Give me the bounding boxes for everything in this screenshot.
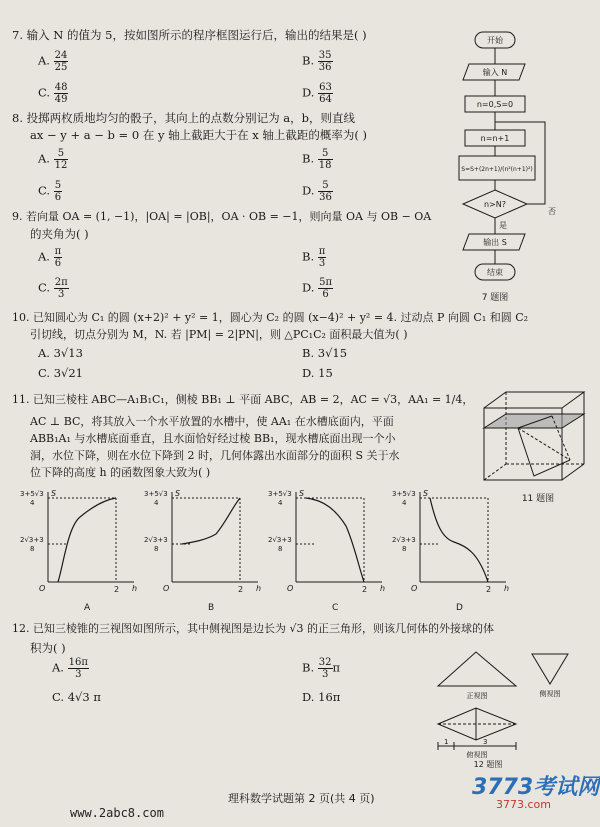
q9-d-label: D. <box>302 280 315 295</box>
graph-origin: O <box>287 584 294 593</box>
q8-b-label: B. <box>302 151 315 166</box>
graph-curve <box>306 498 364 582</box>
flow-update: S=S+(2n+1)/(n²(n+1)²) <box>461 166 533 173</box>
graph-y-mid-den: 8 <box>154 545 159 553</box>
flow-yes-label: 是 <box>499 221 507 230</box>
graph-option-caption: A <box>84 603 91 613</box>
q12-option-a[interactable] <box>52 657 89 680</box>
q8-stem-line1: 8. 投掷两枚质地均匀的骰子，其向上的点数分别记为 a，b，则直线 <box>12 111 355 125</box>
graph-y-top-label: 3+5√3 <box>392 490 416 498</box>
q9-a-frac <box>54 246 63 269</box>
q7-option-c[interactable] <box>38 82 68 105</box>
q8-c-den: 6 <box>54 192 62 203</box>
q7-b-den: 36 <box>318 62 332 73</box>
q12-b-num: 32 <box>318 657 332 668</box>
flow-increment: n=n+1 <box>480 134 510 143</box>
q8-option-a[interactable] <box>38 148 68 171</box>
q12-figure-caption: 12 题图 <box>473 760 503 769</box>
graph-y-top-den: 4 <box>154 499 159 507</box>
q12-b-label: B. <box>302 660 315 675</box>
q10-option-d[interactable]: D. 15 <box>302 366 333 380</box>
q7-a-num: 24 <box>54 50 68 61</box>
graph-y-top-label: 3+5√3 <box>144 490 168 498</box>
q9-c-num: 2π <box>54 277 68 288</box>
side-view-triangle <box>532 654 568 684</box>
q7-c-frac <box>54 82 69 105</box>
q12-stem-line2: 积为( ) <box>30 641 66 655</box>
q9-b-label: B. <box>302 249 315 264</box>
q12-option-d[interactable]: D. 16π <box>302 690 341 704</box>
graph-y-mid-den: 8 <box>30 545 35 553</box>
q11-stem-line3: ABB₁A₁ 与水槽底面垂直，且水面恰好经过棱 BB₁，现水槽底面出现一个小 <box>30 432 396 445</box>
q7-d-frac <box>318 82 333 105</box>
graph-y-top-label: 3+5√3 <box>268 490 292 498</box>
q8-c-frac <box>54 180 62 203</box>
graph-curve <box>58 498 116 582</box>
q10-option-b[interactable]: B. 3√15 <box>302 346 348 360</box>
q7-c-den: 49 <box>54 94 68 105</box>
q7-b-frac <box>318 50 333 73</box>
q10-option-c[interactable]: C. 3√21 <box>38 366 83 380</box>
graph-tick-2: 2 <box>238 585 244 594</box>
q8-b-num: 5 <box>318 148 333 160</box>
q7-option-a[interactable] <box>38 50 68 73</box>
q12-b-den: 3 <box>321 669 329 680</box>
q7-d-den: 64 <box>319 94 332 105</box>
q9-d-frac <box>318 277 333 300</box>
graph-y-top-den: 4 <box>30 499 35 507</box>
graph-axis-s: S <box>423 489 429 498</box>
graph-y-mid-den: 8 <box>278 545 283 553</box>
q11-stem-line2: AC ⊥ BC，将其放入一个水平放置的水槽中，使 AA₁ 在水槽底面内，平面 <box>30 415 394 428</box>
graph-option-caption: D <box>456 603 463 613</box>
graph-option-caption: C <box>332 603 339 613</box>
dim-1-label: 1 <box>444 738 449 746</box>
q12-option-c[interactable]: C. 4√3 π <box>52 690 101 704</box>
q12-a-frac <box>68 657 89 680</box>
graph-y-mid-den: 8 <box>402 545 407 553</box>
q8-b-frac <box>318 148 333 171</box>
graph-axis-s: S <box>51 489 57 498</box>
graph-tick-2: 2 <box>114 585 120 594</box>
q9-a-den: 6 <box>54 258 62 269</box>
q12-b-frac <box>318 657 333 680</box>
watermark-left: www.2abc8.com <box>70 806 164 820</box>
q11-graph-group <box>20 489 509 613</box>
graph-origin: O <box>411 584 418 593</box>
q12-a-den: 3 <box>75 669 82 680</box>
q12-a-num: 16π <box>68 657 88 668</box>
graph-y-top-den: 4 <box>402 499 407 507</box>
q9-option-c[interactable] <box>38 277 69 300</box>
q12-stem-line1: 12. 已知三棱锥的三视图如图所示，其中侧视图是边长为 √3 的正三角形，则该几何体的外接球的体 <box>12 622 494 635</box>
q8-c-num: 5 <box>54 180 62 191</box>
graph-axis-h: h <box>256 584 262 593</box>
graph-y-mid-label: 2√3+3 <box>392 536 416 544</box>
q7-stem: 7. 输入 N 的值为 5，按如图所示的程序框图运行后，输出的结果是( ) <box>12 28 367 42</box>
graph-y-mid-label: 2√3+3 <box>20 536 44 544</box>
q9-option-d[interactable] <box>302 277 333 300</box>
q8-a-frac <box>54 148 69 171</box>
q10-stem-line2: 引切线，切点分别为 M，N. 若 |PM| = 2|PN|，则 △PC₁C₂ 面积最大值为( ) <box>30 328 408 341</box>
graph-y-mid-label: 2√3+3 <box>144 536 168 544</box>
q9-d-den: 6 <box>322 289 329 300</box>
q8-a-label: A. <box>38 151 50 166</box>
q11-figure-caption: 11 题图 <box>521 494 555 504</box>
q8-option-d[interactable] <box>302 180 333 203</box>
q9-option-b[interactable] <box>302 246 326 269</box>
graph-axis-h: h <box>504 584 510 593</box>
graph-axis-s: S <box>175 489 181 498</box>
q8-d-num: 5 <box>318 180 333 192</box>
flow-input: 输入 N <box>482 68 508 77</box>
graph-tick-2: 2 <box>486 585 492 594</box>
q7-a-frac <box>54 50 69 73</box>
q9-b-frac <box>318 246 327 269</box>
q8-a-den: 12 <box>54 160 68 171</box>
q9-a-num: π <box>54 246 62 257</box>
graph-axis-s: S <box>299 489 305 498</box>
q7-d-num: 63 <box>319 82 332 93</box>
front-view-triangle <box>438 652 516 686</box>
q9-a-label: A. <box>38 249 50 264</box>
q8-option-c[interactable] <box>38 180 62 203</box>
q7-d-label: D. <box>302 85 315 100</box>
flow-init: n=0,S=0 <box>476 100 514 109</box>
flow-output: 输出 S <box>483 238 507 247</box>
graph-curve <box>182 498 240 544</box>
graph-curve <box>430 498 488 582</box>
q7-b-num: 35 <box>318 50 332 61</box>
q12-b-suffix: π <box>332 660 341 675</box>
flowchart-figure <box>455 28 595 308</box>
flow-condition: n>N? <box>483 200 507 209</box>
q8-b-den: 18 <box>318 160 332 171</box>
watermark-url: 3773.com <box>496 798 551 811</box>
q8-stem-line2: ax − y + a − b = 0 在 y 轴上截距大于在 x 轴上截距的概率为( ) <box>30 128 368 142</box>
q9-d-num: 5π <box>319 277 333 288</box>
q9-b-num: π <box>318 246 326 257</box>
flowchart-caption: 7 题图 <box>481 293 509 303</box>
q7-a-den: 25 <box>54 62 68 73</box>
q8-option-b[interactable] <box>302 148 333 171</box>
page-footer: 理科数学试题第 2 页(共 4 页) <box>228 792 375 805</box>
q12-option-b[interactable] <box>302 657 340 680</box>
q10-stem-line1: 10. 已知圆心为 C₁ 的圆 (x+2)² + y² = 1，圆心为 C₂ 的圆 (x−4)² + y² = 4. 过动点 P 向圆 C₁ 和圆 C₂ <box>12 311 529 324</box>
graph-origin: O <box>39 584 46 593</box>
q9-c-label: C. <box>38 280 51 295</box>
front-view-label: 正视图 <box>466 692 488 700</box>
graph-option-caption: B <box>208 603 215 613</box>
q9-c-frac <box>54 277 69 300</box>
q8-d-den: 36 <box>319 192 332 203</box>
graph-y-mid-label: 2√3+3 <box>268 536 292 544</box>
graph-axis-h: h <box>132 584 138 593</box>
q8-d-label: D. <box>302 183 315 198</box>
q11-stem-line1: 11. 已知三棱柱 ABC—A₁B₁C₁，侧棱 BB₁ ⊥ 平面 ABC，AB = 2，AC = √3，AA₁ = 1/4， <box>12 393 474 406</box>
q9-b-den: 3 <box>318 258 326 269</box>
dim-3-label: 3 <box>483 738 488 746</box>
q10-option-a[interactable]: A. 3√13 <box>38 346 83 360</box>
watermark-brand-logo: 3773考试网 <box>472 775 600 800</box>
q8-a-num: 5 <box>54 148 69 160</box>
graph-y-top-den: 4 <box>278 499 283 507</box>
q8-d-frac <box>318 180 333 203</box>
side-view-label: 侧视图 <box>539 690 561 698</box>
q9-option-a[interactable] <box>38 246 62 269</box>
q7-option-d[interactable] <box>302 82 333 105</box>
q11-graphs <box>18 486 510 616</box>
graph-axis-h: h <box>380 584 386 593</box>
graph-tick-2: 2 <box>362 585 368 594</box>
q7-a-label: A. <box>38 53 50 68</box>
flow-start: 开始 <box>487 36 503 45</box>
graph-origin: O <box>163 584 170 593</box>
q7-c-label: C. <box>38 85 51 100</box>
q7-c-num: 48 <box>54 82 68 93</box>
q12-three-views-figure <box>428 646 598 768</box>
q9-stem-line2: 的夹角为( ) <box>30 227 89 241</box>
q11-stem-line5: 位下降的高度 h 的函数图象大致为( ) <box>30 466 211 479</box>
q9-c-den: 3 <box>57 289 65 300</box>
q12-a-label: A. <box>52 660 64 675</box>
q7-b-label: B. <box>302 53 315 68</box>
top-view-label: 俯视图 <box>466 751 488 759</box>
graph-y-top-label: 3+5√3 <box>20 490 44 498</box>
flow-end: 结束 <box>487 268 503 277</box>
q9-stem-line1: 9. 若向量 OA = (1, −1)，|OA| = |OB|，OA · OB = −1，则向量 OA 与 OB − OA <box>12 210 432 223</box>
q8-c-label: C. <box>38 183 51 198</box>
q11-stem-line4: 洞，水位下降，则在水位下降到 2 时，几何体露出水面部分的面积 S 关于水 <box>30 449 400 462</box>
q7-option-b[interactable] <box>302 50 333 73</box>
flow-no-label: 否 <box>548 207 556 216</box>
